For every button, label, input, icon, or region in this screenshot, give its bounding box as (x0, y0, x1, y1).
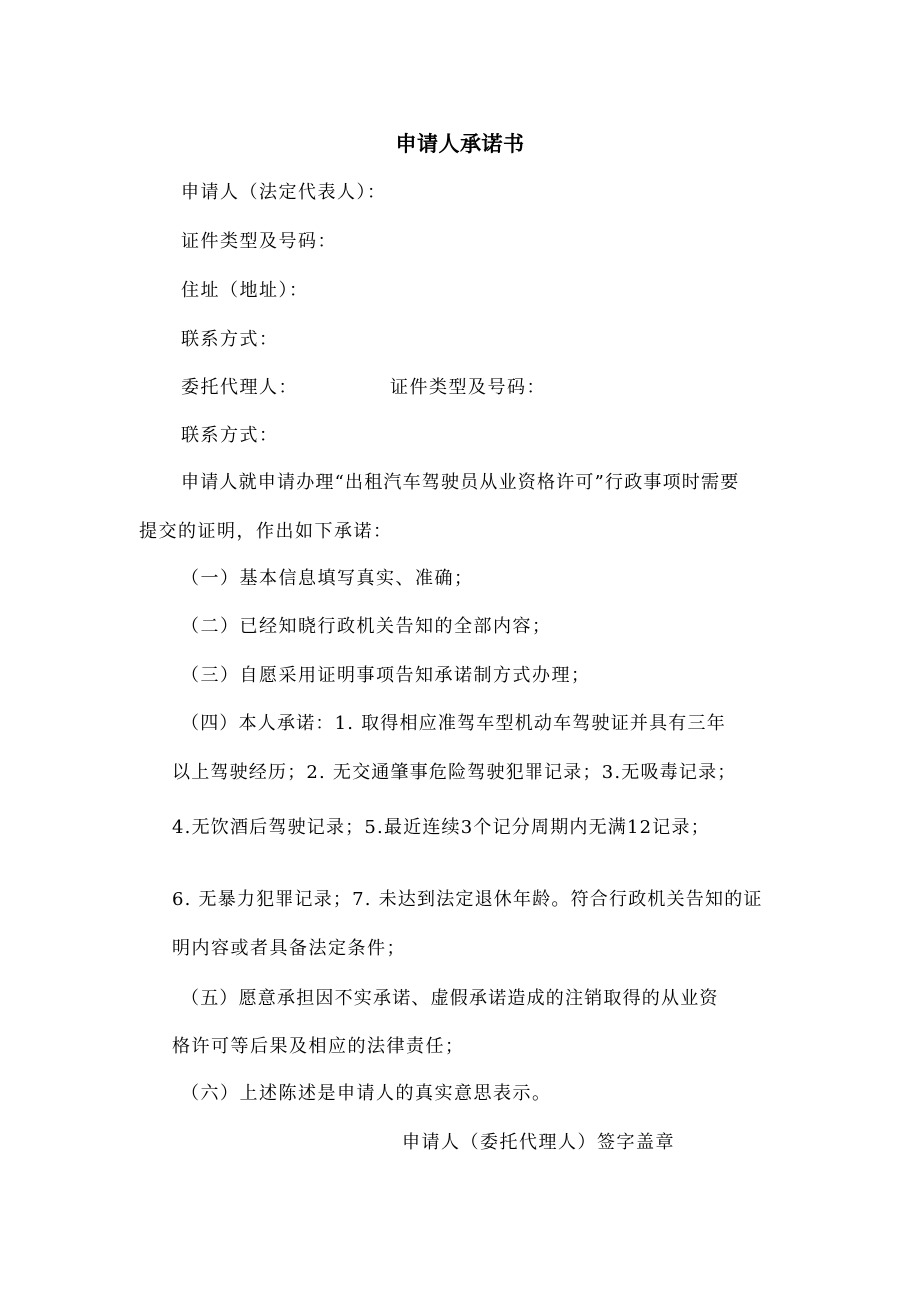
intro-line-1: 申请人就申请办理“出租汽车驾驶员从业资格许可”行政事项时需要 (181, 472, 740, 493)
commitment-item-3: （三）自愿采用证明事项告知承诺制方式办理； (181, 665, 591, 686)
commitment-item-4-line-3: 4.无饮酒后驾驶记录；5.最近连续3个记分周期内无满12记录； (172, 817, 710, 838)
commitment-item-1: （一）基本信息填写真实、准确； (181, 568, 474, 589)
id-label: 证件类型及号码： (181, 231, 337, 252)
commitment-item-4-line-2: 以上驾驶经历；2. 无交通肇事危险驾驶犯罪记录；3.无吸毒记录； (172, 762, 737, 783)
commitment-item-2: （二）已经知晓行政机关告知的全部内容； (181, 616, 552, 637)
document-title: 申请人承诺书 (395, 132, 525, 156)
address-label: 住址（地址）： (181, 280, 309, 301)
contact-label: 联系方式： (181, 329, 279, 350)
applicant-label: 申请人（法定代表人）： (181, 182, 387, 203)
commitment-item-4-line-1: （四）本人承诺：1. 取得相应准驾车型机动车驾驶证并具有三年 (181, 713, 726, 734)
agent-label: 委托代理人： (181, 377, 298, 398)
agent-id-label: 证件类型及号码： (390, 377, 546, 398)
commitment-item-5-line-1: （五）愿意承担因不实承诺、虚假承诺造成的注销取得的从业资 (181, 988, 719, 1009)
signature-label: 申请人（委托代理人）签字盖章 (402, 1132, 675, 1153)
agent-contact-label: 联系方式： (181, 425, 279, 446)
intro-line-2: 提交的证明，作出如下承诺： (139, 521, 393, 542)
commitment-item-4-line-5: 明内容或者具备法定条件； (172, 938, 406, 959)
commitment-item-5-line-2: 格许可等后果及相应的法律责任； (172, 1036, 465, 1057)
commitment-item-4-line-4: 6. 无暴力犯罪记录；7. 未达到法定退休年龄。符合行政机关告知的证 (172, 889, 763, 910)
commitment-item-6: （六）上述陈述是申请人的真实意思表示。 (181, 1083, 552, 1104)
